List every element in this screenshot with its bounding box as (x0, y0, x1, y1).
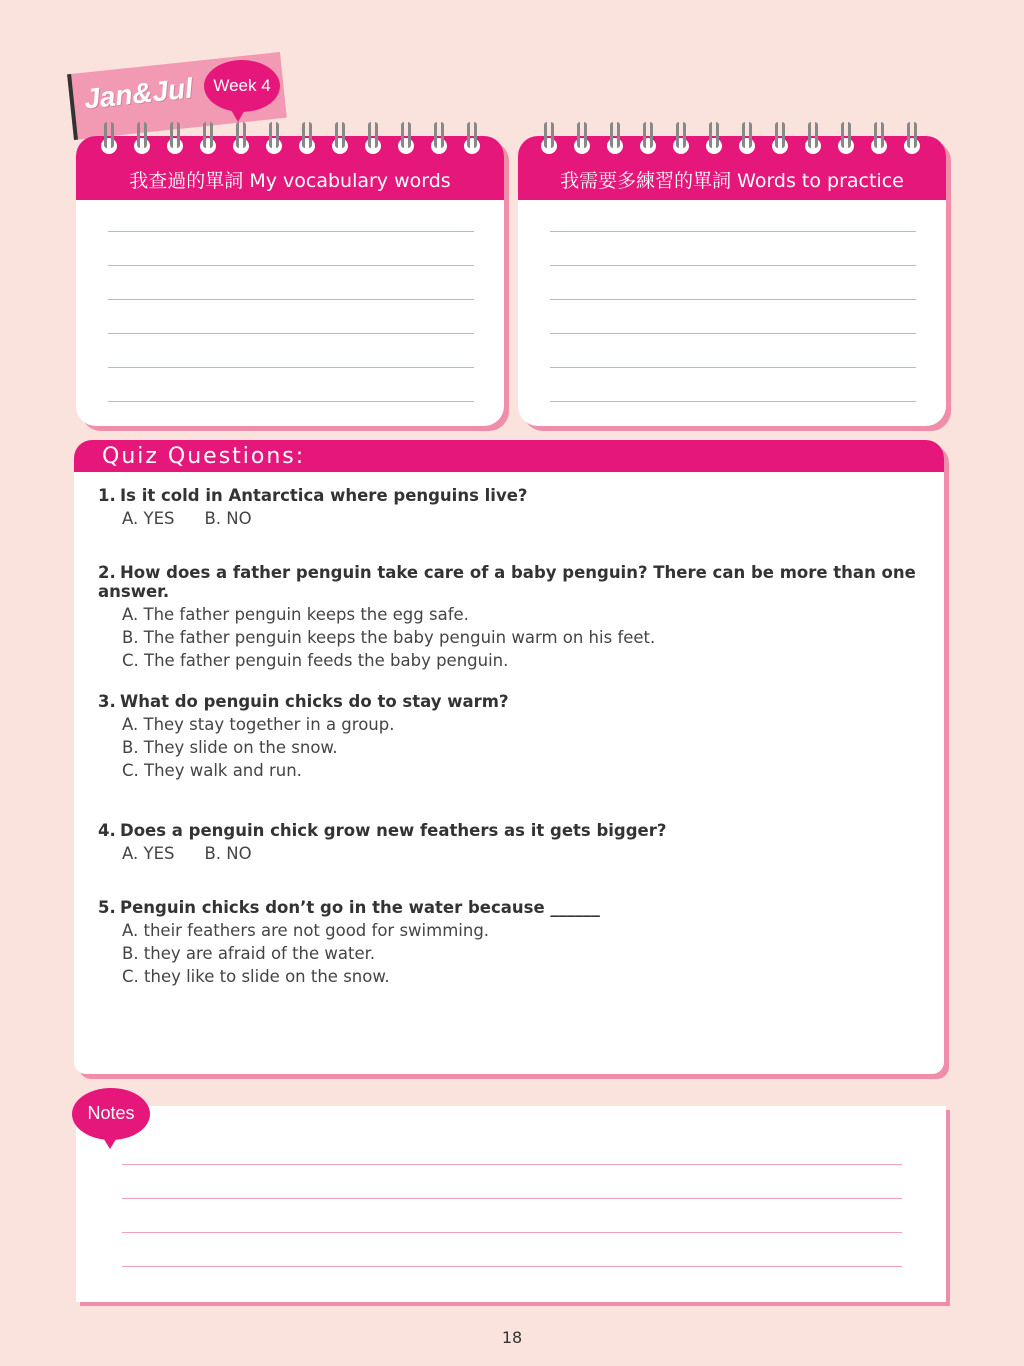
spiral-ring-icon (364, 122, 382, 156)
answer-option: A. The father penguin keeps the egg safe. (122, 605, 469, 624)
practice-line (550, 367, 916, 368)
vocabulary-pad (76, 136, 504, 426)
vocabulary-line (108, 231, 474, 232)
practice-spiral-rings (540, 122, 930, 162)
question-number: 2. (98, 563, 116, 582)
vocabulary-spiral-rings (100, 122, 490, 162)
notes-panel (76, 1106, 946, 1302)
notes-badge: Notes (72, 1088, 150, 1140)
spiral-ring-icon (133, 122, 151, 156)
week-badge: Week 4 (204, 60, 280, 112)
vocabulary-pad-title: 我查過的單詞 My vocabulary words (76, 136, 504, 200)
answer-option: B. The father penguin keeps the baby penguin warm on his feet. (122, 628, 656, 647)
notes-line (122, 1164, 902, 1165)
spiral-ring-icon (298, 122, 316, 156)
question-1 (98, 486, 527, 528)
spiral-ring-icon (397, 122, 415, 156)
page-number: 18 (501, 1328, 523, 1347)
quiz-panel (74, 440, 944, 1074)
question-text: Does a penguin chick grow new feathers as it gets bigger? (120, 821, 667, 840)
question-text: Is it cold in Antarctica where penguins live? (120, 486, 528, 505)
answer-option: B. NO (204, 509, 252, 528)
spiral-ring-icon (331, 122, 349, 156)
practice-line (550, 231, 916, 232)
answer-option: C. The father penguin feeds the baby penguin. (122, 651, 509, 670)
spiral-ring-icon (463, 122, 481, 156)
question-3 (98, 692, 509, 780)
question-4 (98, 821, 666, 863)
question-number: 4. (98, 821, 116, 840)
answer-option: A. their feathers are not good for swimming. (122, 921, 490, 940)
practice-line (550, 333, 916, 334)
spiral-ring-icon (639, 122, 657, 156)
spiral-ring-icon (705, 122, 723, 156)
spiral-ring-icon (672, 122, 690, 156)
vocabulary-line (108, 333, 474, 334)
spiral-ring-icon (837, 122, 855, 156)
spiral-ring-icon (903, 122, 921, 156)
practice-line (550, 265, 916, 266)
spiral-ring-icon (771, 122, 789, 156)
vocabulary-line (108, 265, 474, 266)
spiral-ring-icon (166, 122, 184, 156)
spiral-ring-icon (232, 122, 250, 156)
vocabulary-line (108, 299, 474, 300)
spiral-ring-icon (540, 122, 558, 156)
spiral-ring-icon (430, 122, 448, 156)
notes-line (122, 1266, 902, 1267)
practice-line (550, 401, 916, 402)
spiral-ring-icon (804, 122, 822, 156)
answer-option: C. They walk and run. (122, 761, 302, 780)
month-tag-label: Jan&Jul (82, 72, 195, 115)
question-text: What do penguin chicks do to stay warm? (120, 692, 509, 711)
answer-option: B. NO (204, 844, 252, 863)
question-text: Penguin chicks don’t go in the water because ______ (120, 898, 600, 917)
question-2 (98, 563, 944, 670)
question-text: How does a father penguin take care of a baby penguin? There can be more than one answer. (98, 563, 916, 601)
spiral-ring-icon (100, 122, 118, 156)
answer-option: A. They stay together in a group. (122, 715, 395, 734)
practice-pad-title: 我需要多練習的單詞 Words to practice (518, 136, 946, 200)
question-5 (98, 898, 600, 986)
notes-line (122, 1232, 902, 1233)
spiral-ring-icon (870, 122, 888, 156)
quiz-title: Quiz Questions: (74, 440, 944, 472)
answer-option: C. they like to slide on the snow. (122, 967, 390, 986)
vocabulary-line (108, 401, 474, 402)
spiral-ring-icon (738, 122, 756, 156)
answer-option: B. They slide on the snow. (122, 738, 338, 757)
spiral-ring-icon (573, 122, 591, 156)
spiral-ring-icon (199, 122, 217, 156)
answer-option: B. they are afraid of the water. (122, 944, 376, 963)
notes-line (122, 1198, 902, 1199)
question-number: 5. (98, 898, 116, 917)
question-number: 1. (98, 486, 116, 505)
spiral-ring-icon (606, 122, 624, 156)
answer-option: A. YES (122, 509, 175, 528)
practice-line (550, 299, 916, 300)
answer-option: A. YES (122, 844, 175, 863)
vocabulary-line (108, 367, 474, 368)
question-number: 3. (98, 692, 116, 711)
spiral-ring-icon (265, 122, 283, 156)
practice-pad (518, 136, 946, 426)
